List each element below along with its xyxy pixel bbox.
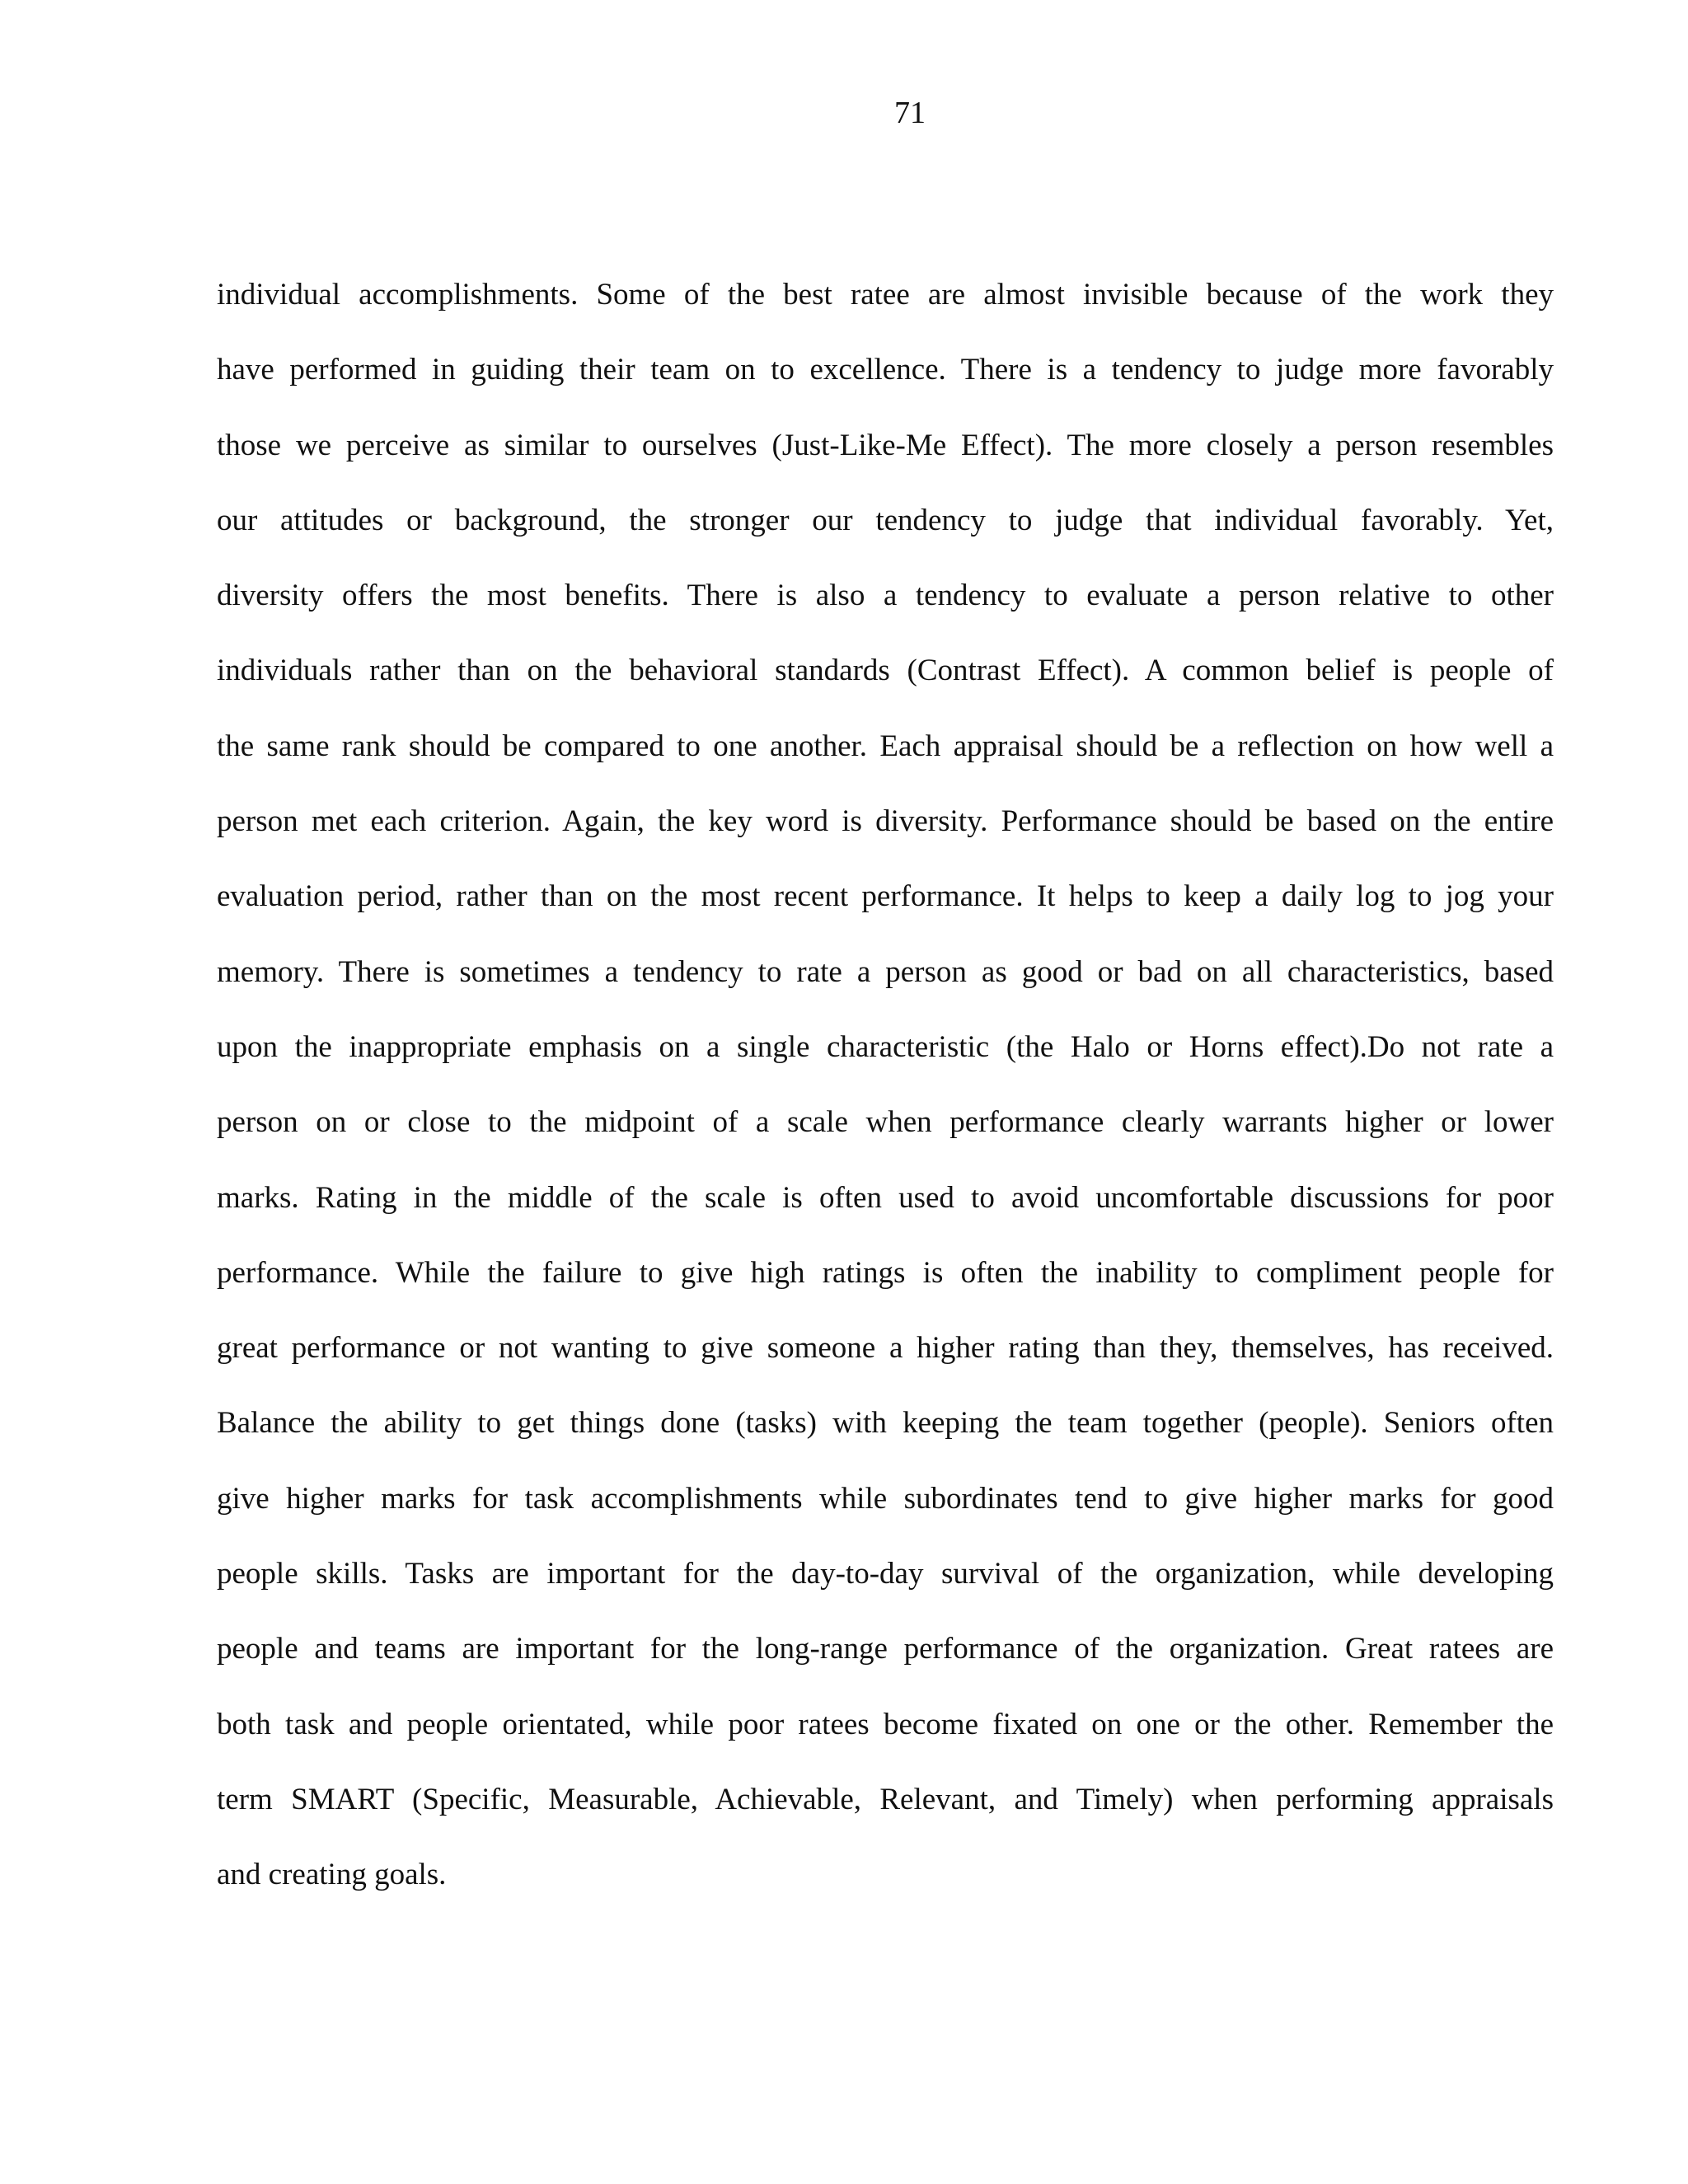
text-line: term SMART (Specific, Measurable, Achievable, Relevant, and Timely) when performing appraisals — [217, 1782, 1554, 1816]
text-line: Balance the ability to get things done (tasks) with keeping the team together (people). Seniors often — [217, 1406, 1554, 1441]
text-line: individual accomplishments. Some of the best ratee are almost invisible because of the work they — [217, 278, 1554, 312]
text-line: diversity offers the most benefits. There is also a tendency to evaluate a person relative to other — [217, 579, 1554, 613]
text-line: upon the inappropriate emphasis on a single characteristic (the Halo or Horns effect).Do not rate a — [217, 1029, 1554, 1064]
text-line: performance. While the failure to give high ratings is often the inability to compliment people for — [217, 1255, 1554, 1290]
text-line: person met each criterion. Again, the key word is diversity. Performance should be based on the entire — [217, 804, 1554, 839]
text-line: our attitudes or background, the stronger our tendency to judge that individual favorably. Yet, — [217, 503, 1554, 537]
page-number: 71 — [894, 96, 926, 130]
text-line: memory. There is sometimes a tendency to rate a person as good or bad on all characteristics, based — [217, 954, 1554, 989]
text-line: people and teams are important for the long-range performance of the organization. Great ratees are — [217, 1632, 1554, 1666]
text-line: and creating goals. — [217, 1858, 447, 1892]
text-line: have performed in guiding their team on to excellence. There is a tendency to judge more favorably — [217, 353, 1554, 387]
text-line: individuals rather than on the behavioral standards (Contrast Effect). A common belief is people of — [217, 654, 1554, 688]
text-line: both task and people orientated, while poor ratees become fixated on one or the other. Remember the — [217, 1707, 1554, 1741]
text-line: great performance or not wanting to give someone a higher rating than they, themselves, has received. — [217, 1331, 1554, 1366]
text-line: give higher marks for task accomplishments while subordinates tend to give higher marks for good — [217, 1481, 1554, 1516]
body-paragraph — [217, 276, 1554, 1932]
text-line: people skills. Tasks are important for the day-to-day survival of the organization, while developing — [217, 1557, 1554, 1591]
text-line: marks. Rating in the middle of the scale is often used to avoid uncomfortable discussions for poor — [217, 1180, 1554, 1215]
text-line: those we perceive as similar to ourselves (Just-Like-Me Effect). The more closely a person resembles — [217, 428, 1554, 462]
text-line: evaluation period, rather than on the most recent performance. It helps to keep a daily log to jog your — [217, 879, 1554, 914]
text-line: person on or close to the midpoint of a scale when performance clearly warrants higher or lower — [217, 1105, 1554, 1140]
text-line: the same rank should be compared to one another. Each appraisal should be a reflection on how well a — [217, 729, 1554, 763]
